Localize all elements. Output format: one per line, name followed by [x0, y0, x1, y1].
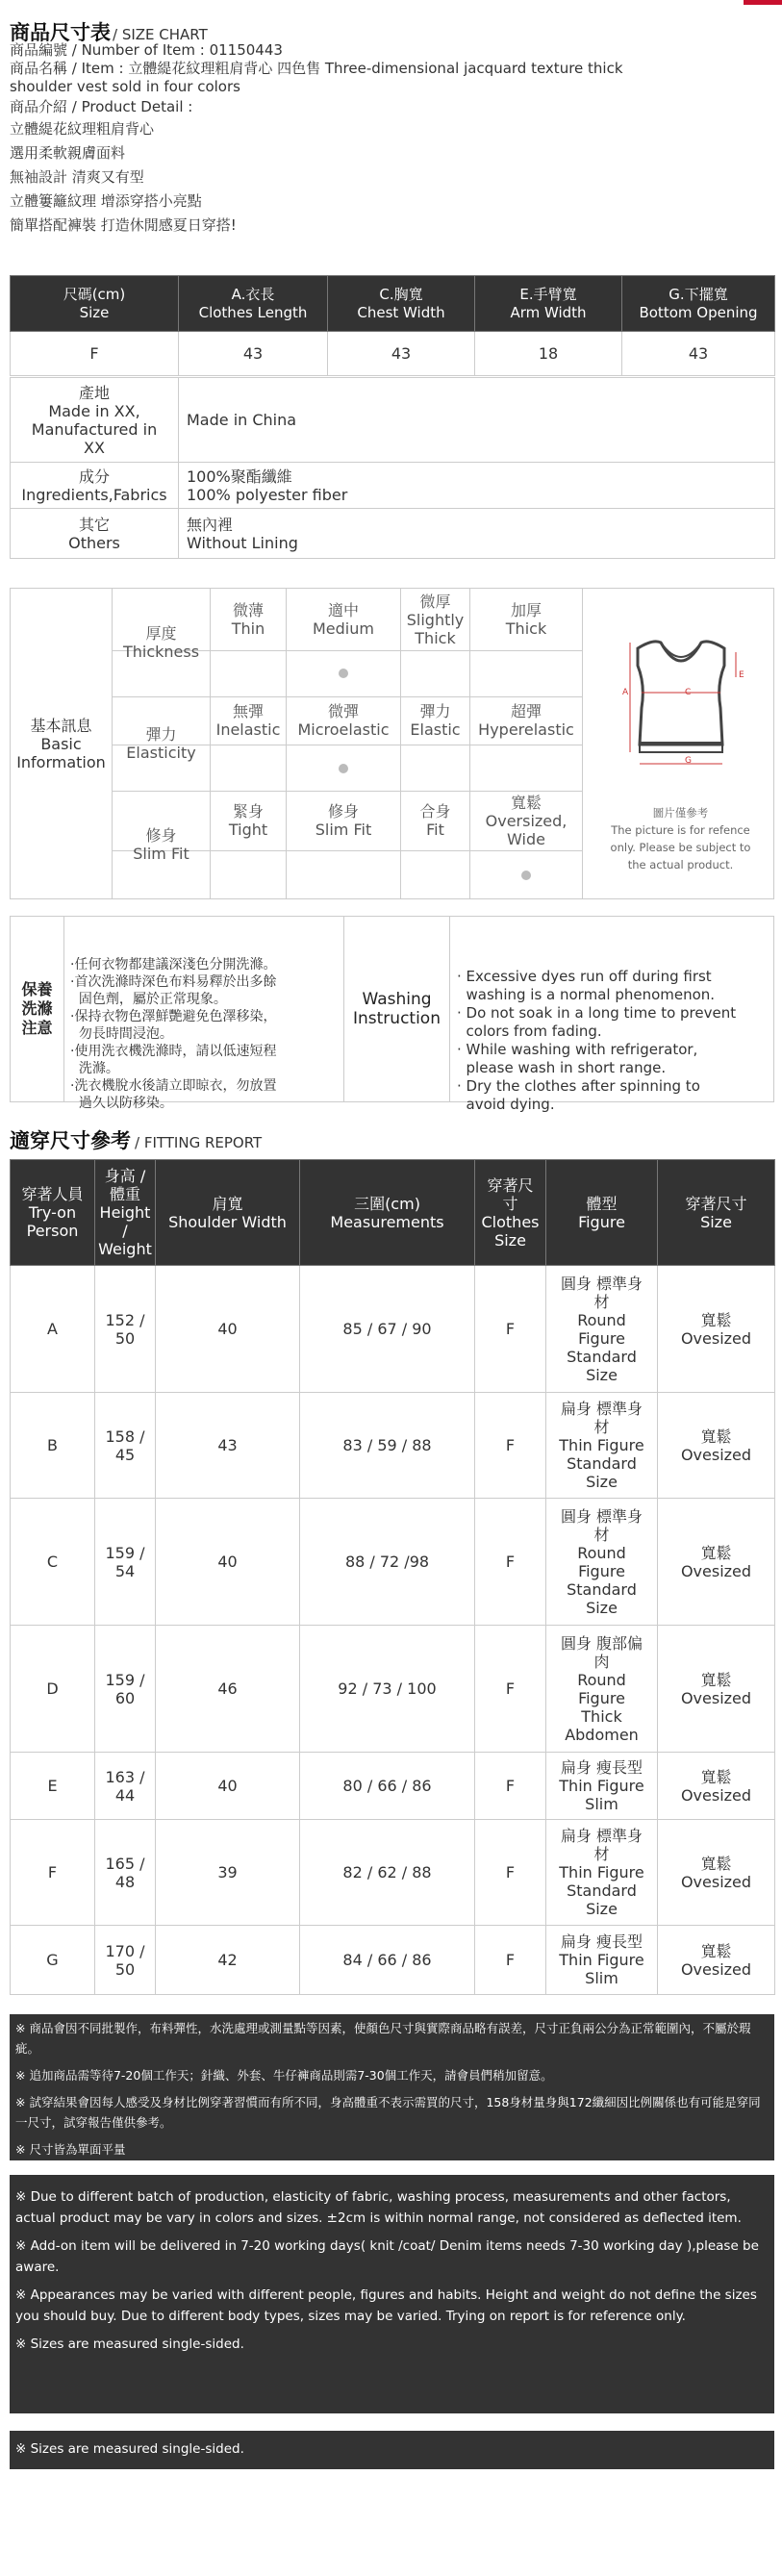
- size-header: 尺碼(cm) Size: [11, 276, 179, 332]
- note-cn: ※ 試穿結果會因每人感受及身材比例穿著習慣而有所不同，身高體重不表示需買的尺寸，158身材量身與172纖細因比例關係也有可能是穿同一尺寸，試穿報告僅供參考。: [15, 2095, 761, 2130]
- fit-label: 修身 Slim Fit: [133, 826, 189, 863]
- size-table: [10, 275, 775, 376]
- elasticity-selected-dot: [339, 764, 348, 773]
- fit-selected-dot: [521, 871, 531, 880]
- elasticity-option-elastic: 彈力 Elastic: [410, 702, 461, 739]
- notes-cn: [10, 2014, 774, 2160]
- table-row: A 152 / 50 40 85 / 67 / 90 F 圓身 標準身 材 Round Figure Standard Size 寬鬆 Ovesized: [11, 1266, 775, 1393]
- title-cn: 商品尺寸表: [10, 21, 111, 44]
- diagram-letter-a: A: [622, 688, 629, 697]
- top-accent-bar: [744, 0, 782, 5]
- thickness-option-slightly-thick: 微厚 Slightly Thick: [406, 592, 465, 647]
- fitting-report-title: [10, 1125, 262, 1154]
- item-number: 商品編號 / Number of Item : 01150443: [10, 41, 283, 59]
- notes-final: [10, 2431, 774, 2469]
- note-cn: ※ 追加商品需等待7-20個工作天；針織、外套、牛仔褲商品則需7-30個工作天，請會員們稍加留意。: [15, 2068, 553, 2083]
- person-header: 穿著人員 Try-on Person: [11, 1160, 95, 1266]
- table-row: B 158 / 45 43 83 / 59 / 88 F 扁身 標準身 材 Thin Figure Standard Size 寬鬆 Ovesized: [11, 1393, 775, 1499]
- thickness-option-thin: 微薄 Thin: [231, 601, 265, 638]
- thickness-option-medium: 適中 Medium: [313, 601, 374, 638]
- clothes-length-header: A.衣長 Clothes Length: [179, 276, 328, 332]
- origin-value: Made in China: [179, 378, 775, 463]
- product-info: [10, 41, 774, 235]
- title-en: / SIZE CHART: [113, 26, 208, 43]
- detail-line: 立體簍籬紋理 增添穿搭小亮點: [10, 192, 202, 210]
- thickness-option-thick: 加厚 Thick: [505, 601, 547, 638]
- fit-option-oversized: 寬鬆 Oversized, Wide: [485, 793, 568, 848]
- note-final: ※ Sizes are measured single-sided.: [15, 2441, 244, 2457]
- figure-header: 體型 Figure: [546, 1160, 658, 1266]
- others-value: 無內裡 Without Lining: [179, 509, 775, 559]
- elasticity-option-microelastic: 微彈 Microelastic: [297, 702, 390, 739]
- washing-label-cn: 保養 洗滌 注意: [11, 917, 64, 1101]
- table-row: G 170 / 50 42 84 / 66 / 86 F 扁身 瘦長型 Thin Figure Slim 寬鬆 Ovesized: [11, 1926, 775, 1995]
- attribute-table: [10, 377, 775, 559]
- table-row: C 159 / 54 40 88 / 72 /98 F 圓身 標準身 材 Round Figure Standard Size 寬鬆 Ovesized: [11, 1499, 775, 1626]
- diagram-letter-g: G: [685, 756, 692, 766]
- detail-line: 立體緹花紋理粗肩背心: [10, 120, 155, 138]
- basic-info-label: 基本訊息 Basic Information: [16, 716, 106, 771]
- note-en: ※ Due to different batch of production, elasticity of fabric, washing process, measurements and other factors, actual product may be vary in colors and sizes. ±2cm is within normal range, not considered as deflected item.: [15, 2189, 742, 2226]
- size-cell: 43: [179, 332, 328, 376]
- elasticity-label: 彈力 Elasticity: [126, 725, 196, 762]
- detail-line: 無袖設計 清爽又有型: [10, 168, 144, 186]
- clothes-size-header: 穿著尺 寸 Clothes Size: [475, 1160, 546, 1266]
- bottom-opening-header: G.下擺寬 Bottom Opening: [622, 276, 775, 332]
- fitting-table: [10, 1159, 775, 1995]
- item-name: 商品名稱 / Item : 立體緹花紋理粗肩背心 四色售 Three-dimensional jacquard texture thick: [10, 60, 623, 77]
- product-detail-label: 商品介紹 / Product Detail :: [10, 98, 193, 115]
- shoulder-header: 肩寬 Shoulder Width: [156, 1160, 300, 1266]
- thickness-selected-dot: [339, 669, 348, 678]
- note-en: ※ Sizes are measured single-sided.: [15, 2336, 244, 2352]
- washing-en-list: · Excessive dyes run off during first washing is a normal phenomenon. · Do not soak in a long time to prevent colors from fading. · While washing with refrigerator, please wash in short range. · Dry the clothes after spinning to avoid dying.: [457, 968, 737, 1113]
- height-weight-header: 身高 / 體重 Height / Weight: [95, 1160, 156, 1266]
- arm-width-header: E.手臂寬 Arm Width: [475, 276, 622, 332]
- diagram-letter-e: E: [739, 670, 744, 680]
- picture-note: 圖片僅參考 The picture is for refence only. Please be subject to the actual product.: [610, 806, 751, 871]
- size-cell: 43: [328, 332, 475, 376]
- table-row: F 165 / 48 39 82 / 62 / 88 F 扁身 標準身 材 Thin Figure Standard Size 寬鬆 Ovesized: [11, 1820, 775, 1926]
- size-cell: 18: [475, 332, 622, 376]
- measurements-header: 三圍(cm) Measurements: [300, 1160, 475, 1266]
- table-row: E 163 / 44 40 80 / 66 / 86 F 扁身 瘦長型 Thin Figure Slim 寬鬆 Ovesized: [11, 1753, 775, 1820]
- size-cell: 43: [622, 332, 775, 376]
- fitting-title-cn: 適穿尺寸參考: [10, 1129, 131, 1152]
- table-row: D 159 / 60 46 92 / 73 / 100 F 圓身 腹部偏 肉 Round Figure Thick Abdomen 寬鬆 Ovesized: [11, 1626, 775, 1753]
- washing-panel: [10, 916, 774, 1113]
- fit-option-fit: 合身 Fit: [419, 802, 451, 839]
- detail-line: 簡單搭配褲裝 打造休閒感夏日穿搭!: [10, 216, 237, 234]
- size-cell: F: [11, 332, 179, 376]
- note-cn: ※ 商品會因不同批製作，布料彈性，水洗處理或測量點等因素，使顏色尺寸與實際商品略有誤差，尺寸正負兩公分為正常範圍內，不屬於瑕疵。: [15, 2021, 751, 2056]
- detail-line: 選用柔軟親膚面料: [10, 144, 126, 162]
- diagram-letter-c: C: [685, 688, 692, 697]
- elasticity-option-hyperelastic: 超彈 Hyperelastic: [478, 702, 574, 739]
- notes-en: [10, 2175, 774, 2413]
- thickness-label: 厚度 Thickness: [122, 624, 200, 661]
- elasticity-option-inelastic: 無彈 Inelastic: [215, 702, 281, 739]
- chest-width-header: C.胸寬 Chest Width: [328, 276, 475, 332]
- fit-option-tight: 緊身 Tight: [228, 802, 268, 839]
- note-cn: ※ 尺寸皆為單面平量: [15, 2142, 126, 2157]
- fitting-title-en: / FITTING REPORT: [135, 1134, 263, 1151]
- others-label: 其它 Others: [11, 509, 179, 559]
- item-name-cont: shoulder vest sold in four colors: [10, 78, 240, 95]
- fabric-value: 100%聚酯纖維 100% polyester fiber: [179, 463, 775, 509]
- note-en: ※ Add-on item will be delivered in 7-20 working days( knit /coat/ Denim items needs 7-30 working day ),please be aware.: [15, 2238, 759, 2275]
- vest-diagram-icon: [595, 629, 767, 783]
- fit-size-header: 穿著尺寸 Size: [658, 1160, 775, 1266]
- origin-label: 產地 Made in XX, Manufactured in XX: [11, 378, 179, 463]
- washing-cn-list: ·任何衣物都建議深淺色分開洗滌。 ·首次洗滌時深色布料易釋於出多餘 固色劑，屬於正常現象。 ·保持衣物色澤鮮艷避免色澤移染， 勿長時間浸泡。 ·使用洗衣機洗滌時，請以低速短程 洗滌。 ·洗衣機脫水後請立即晾衣，勿放置 過久以防移染。: [70, 957, 277, 1111]
- washing-label-en: Washing Instruction: [344, 917, 450, 1101]
- fabric-label: 成分 Ingredients,Fabrics: [11, 463, 179, 509]
- note-en: ※ Appearances may be varied with different people, figures and habits. Height and weight do not define the sizes you should buy. Due to different body types, sizes may be varied. Trying on report is for reference only.: [15, 2287, 757, 2324]
- basic-info-panel: [10, 588, 774, 899]
- fit-option-slim-fit: 修身 Slim Fit: [315, 802, 372, 839]
